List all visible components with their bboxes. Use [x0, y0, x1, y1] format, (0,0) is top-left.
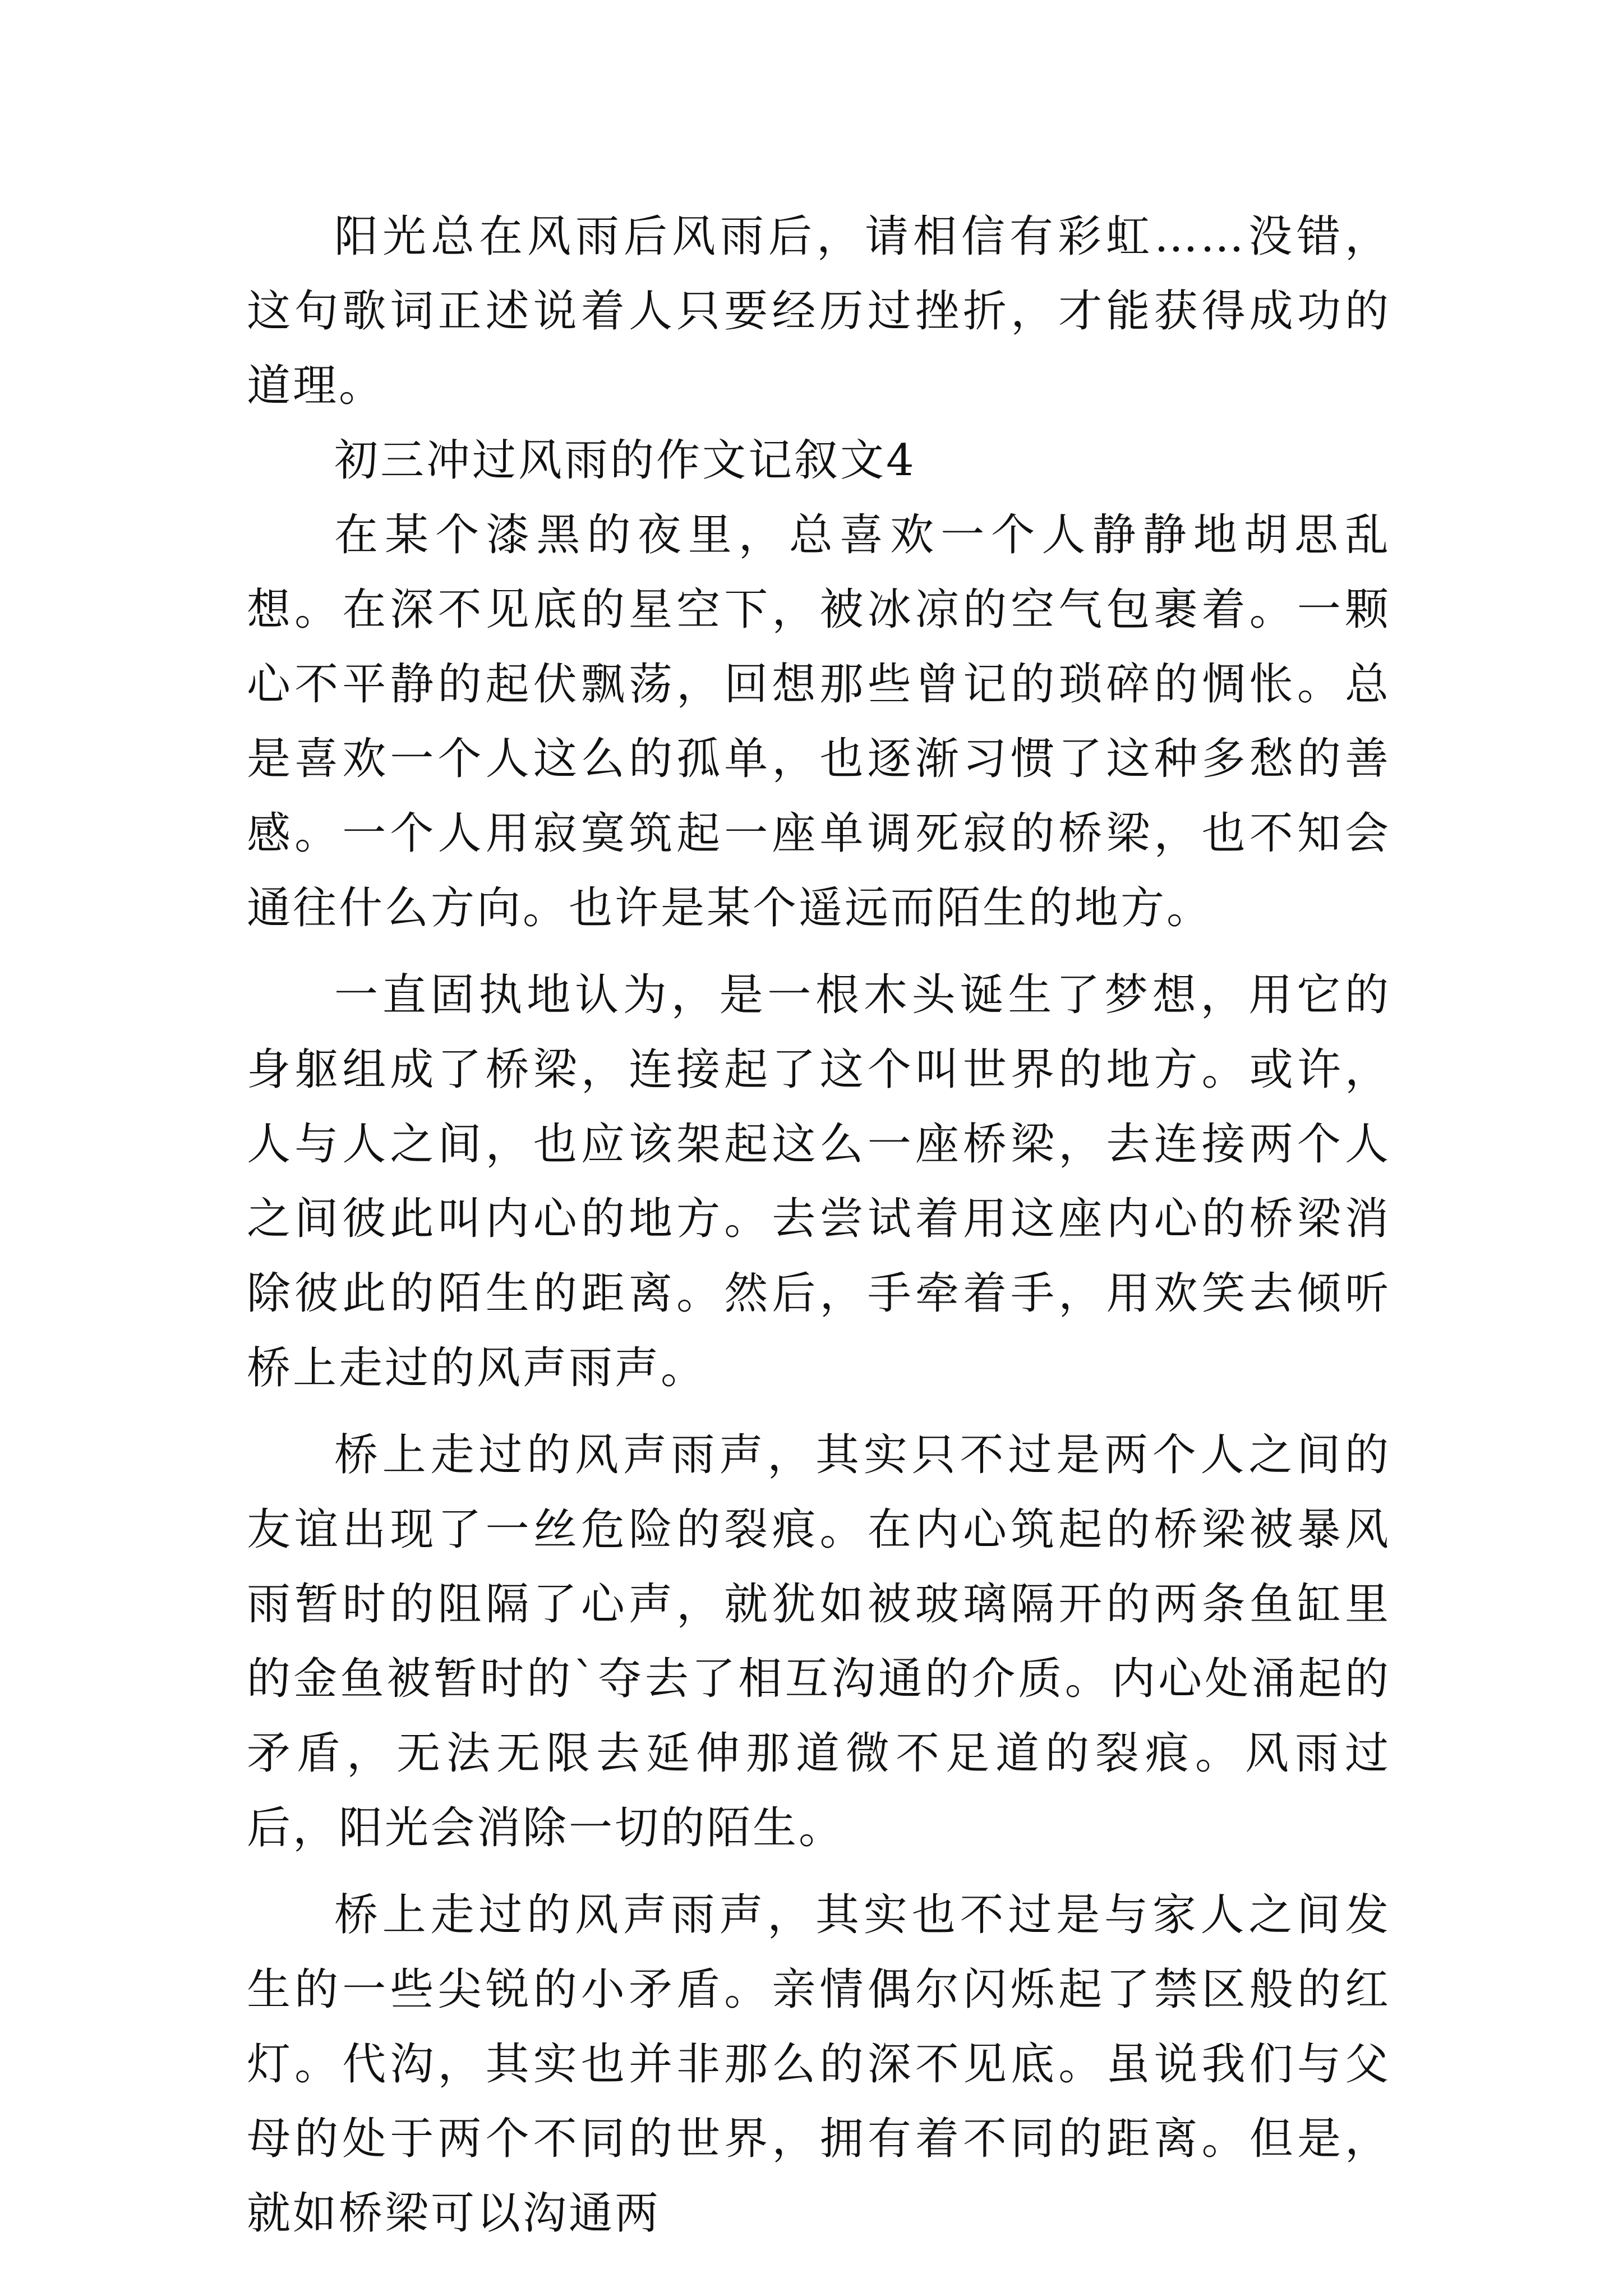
paragraph-friendship-crack: 桥上走过的风声雨声，其实只不过是两个人之间的友谊出现了一丝危险的裂痕。在内心筑起的桥梁被暴风雨暂时的阻隔了心声，就犹如被玻璃隔开的两条鱼缸里的金鱼被暂时的`夺去了相互沟通的介质。内心处涌起的矛盾，无法无限去延伸那道微不足道的裂痕。风雨过后，阳光会消除一切的陌生。: [247, 1430, 1391, 1853]
essay-heading: 初三冲过风雨的作文记叙文4: [334, 435, 916, 486]
paragraph-rainbow-lyrics: 阳光总在风雨后风雨后，请相信有彩虹……没错，这句歌词正述说着人只要经历过挫折，才能获得成功的道理。: [247, 211, 1391, 411]
paragraph-family-conflict: 桥上走过的风声雨声，其实也不过是与家人之间发生的一些尖锐的小矛盾。亲情偶尔闪烁起了禁区般的红灯。代沟，其实也并非那么的深不见底。虽说我们与父母的处于两个不同的世界，拥有着不同的距离。但是，就如桥梁可以沟通两: [247, 1890, 1391, 2239]
paragraph-wooden-bridge: 一直固执地认为，是一根木头诞生了梦想，用它的身躯组成了桥梁，连接起了这个叫世界的地方。或许，人与人之间，也应该架起这么一座桥梁，去连接两个人之间彼此叫内心的地方。去尝试着用这座内心的桥梁消除彼此的陌生的距离。然后，手牵着手，用欢笑去倾听桥上走过的风声雨声。: [247, 970, 1391, 1393]
paragraph-lonely-night: 在某个漆黑的夜里，总喜欢一个人静静地胡思乱想。在深不见底的星空下，被冰凉的空气包裹着。一颗心不平静的起伏飘荡，回想那些曾记的琐碎的惆怅。总是喜欢一个人这么的孤单，也逐渐习惯了这种多愁的善感。一个人用寂寞筑起一座单调死寂的桥梁，也不知会通往什么方向。也许是某个遥远而陌生的地方。: [247, 510, 1391, 933]
document-body: [247, 200, 1391, 2251]
